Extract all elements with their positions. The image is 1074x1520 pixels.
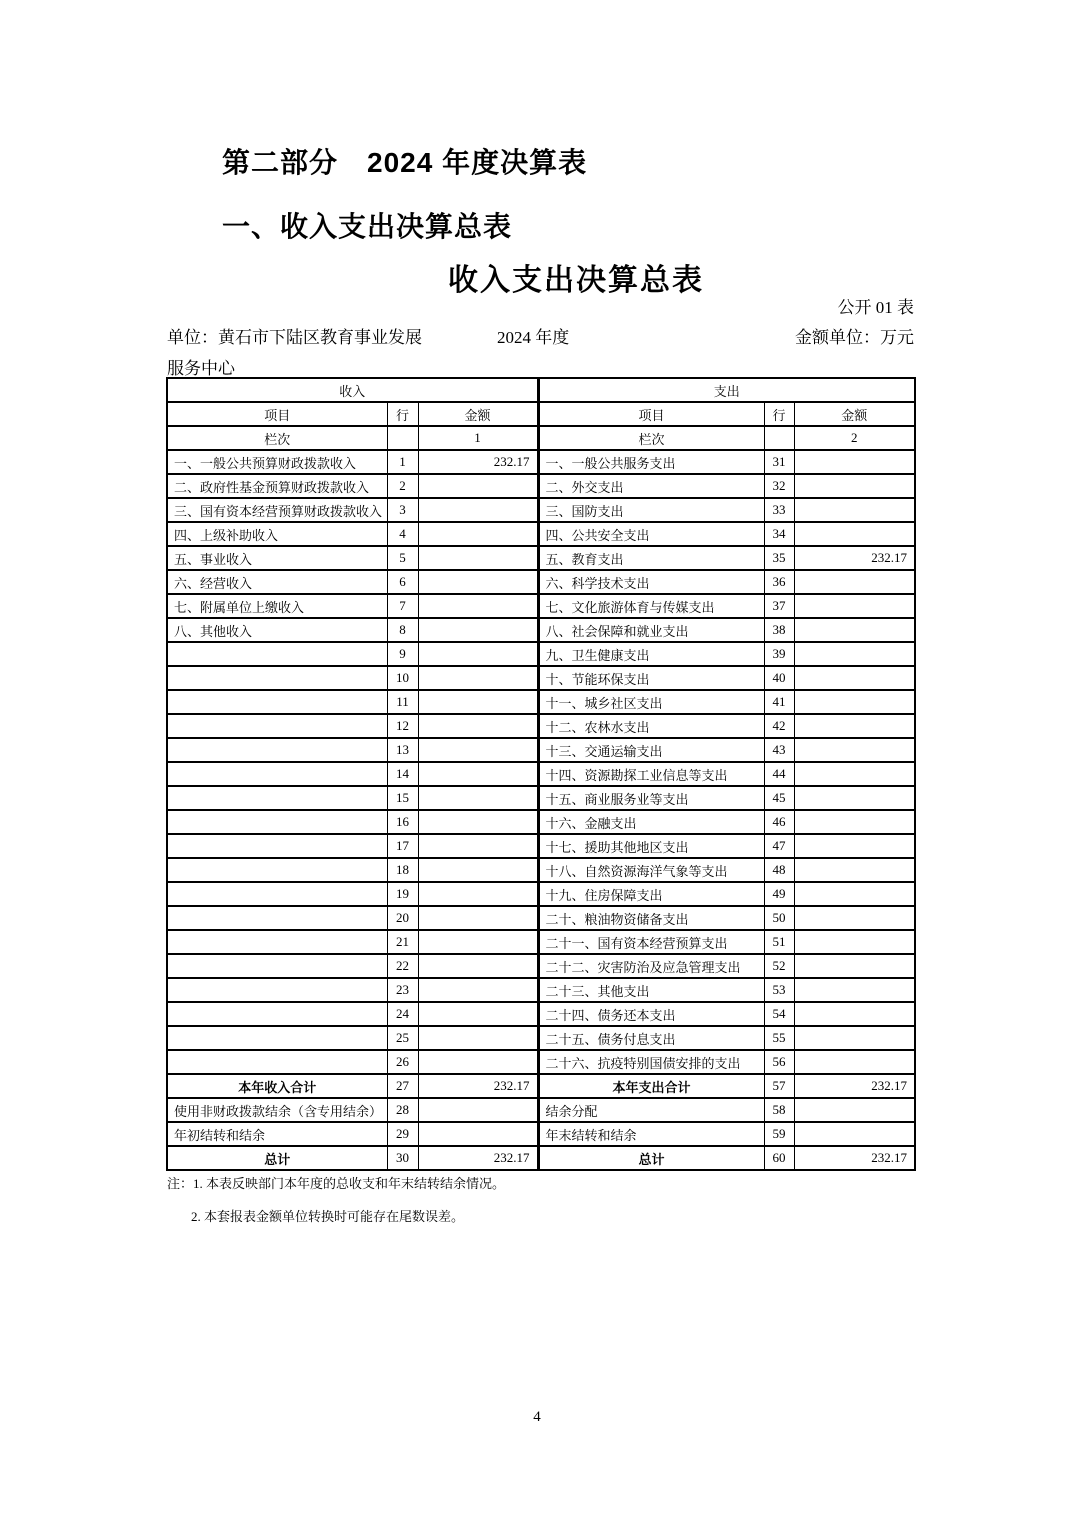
expense-item-cell: 本年支出合计 bbox=[538, 1074, 764, 1098]
income-amount-cell bbox=[418, 594, 538, 618]
expense-rownum-cell: 51 bbox=[764, 930, 794, 954]
income-item-header: 项目 bbox=[167, 402, 387, 426]
expense-amount-cell bbox=[794, 594, 915, 618]
income-rownum-cell: 7 bbox=[387, 594, 418, 618]
income-rownum-cell: 29 bbox=[387, 1122, 418, 1146]
expense-item-cell: 十四、资源勘探工业信息等支出 bbox=[538, 762, 764, 786]
income-item-cell: 总计 bbox=[167, 1146, 387, 1170]
expense-item-header: 项目 bbox=[538, 402, 764, 426]
income-rownum-cell: 27 bbox=[387, 1074, 418, 1098]
expense-item-cell: 五、教育支出 bbox=[538, 546, 764, 570]
expense-item-cell: 结余分配 bbox=[538, 1098, 764, 1122]
income-rownum-cell: 10 bbox=[387, 666, 418, 690]
table-row bbox=[167, 762, 915, 786]
income-rownum-cell: 12 bbox=[387, 714, 418, 738]
expense-amount-cell bbox=[794, 738, 915, 762]
income-rownum-cell: 24 bbox=[387, 1002, 418, 1026]
income-item-cell: 三、国有资本经营预算财政拨款收入 bbox=[167, 498, 387, 522]
note-2: 2. 本套报表金额单位转换时可能存在尾数误差。 bbox=[191, 1209, 465, 1224]
table-row bbox=[167, 474, 915, 498]
expense-rownum-cell: 39 bbox=[764, 642, 794, 666]
expense-amount-cell bbox=[794, 978, 915, 1002]
expense-amount-header: 金额 bbox=[794, 402, 915, 426]
income-item-cell bbox=[167, 858, 387, 882]
expense-rownum-cell: 52 bbox=[764, 954, 794, 978]
expense-rownum-cell: 41 bbox=[764, 690, 794, 714]
income-rownum-cell: 8 bbox=[387, 618, 418, 642]
income-rownum-cell: 19 bbox=[387, 882, 418, 906]
income-item-cell: 六、经营收入 bbox=[167, 570, 387, 594]
income-rownum-cell: 2 bbox=[387, 474, 418, 498]
table-code-label: 公开 01 表 bbox=[837, 298, 914, 317]
expense-item-cell: 十二、农林水支出 bbox=[538, 714, 764, 738]
income-amount-cell bbox=[418, 954, 538, 978]
year-label: 2024 年度 bbox=[497, 328, 570, 347]
expense-item-cell: 十八、自然资源海洋气象等支出 bbox=[538, 858, 764, 882]
expense-rownum-cell: 60 bbox=[764, 1146, 794, 1170]
table-row bbox=[167, 594, 915, 618]
table-row bbox=[167, 738, 915, 762]
income-rownum-cell: 26 bbox=[387, 1050, 418, 1074]
income-amount-header: 金额 bbox=[418, 402, 538, 426]
expense-rownum-cell: 45 bbox=[764, 786, 794, 810]
expense-item-cell: 二十六、抗疫特别国债安排的支出 bbox=[538, 1050, 764, 1074]
table-row bbox=[167, 450, 915, 474]
page-number: 4 bbox=[533, 1409, 541, 1425]
income-rownum-cell: 22 bbox=[387, 954, 418, 978]
expense-rownum-cell: 36 bbox=[764, 570, 794, 594]
expense-item-cell: 九、卫生健康支出 bbox=[538, 642, 764, 666]
income-rownum-cell: 4 bbox=[387, 522, 418, 546]
expense-amount-cell bbox=[794, 762, 915, 786]
income-rownum-cell: 11 bbox=[387, 690, 418, 714]
income-rownum-cell: 30 bbox=[387, 1146, 418, 1170]
expense-amount-cell bbox=[794, 930, 915, 954]
income-amount-cell bbox=[418, 930, 538, 954]
table-row bbox=[167, 954, 915, 978]
expense-amount-cell bbox=[794, 1026, 915, 1050]
income-item-cell bbox=[167, 906, 387, 930]
income-expense-table bbox=[166, 377, 916, 1171]
expense-amount-cell: 232.17 bbox=[794, 546, 915, 570]
income-rownum-cell: 15 bbox=[387, 786, 418, 810]
income-item-cell bbox=[167, 930, 387, 954]
income-amount-cell bbox=[418, 1098, 538, 1122]
expense-amount-cell: 232.17 bbox=[794, 1074, 915, 1098]
income-amount-cell bbox=[418, 810, 538, 834]
income-amount-cell bbox=[418, 618, 538, 642]
income-rownum-cell: 1 bbox=[387, 450, 418, 474]
income-amount-cell bbox=[418, 666, 538, 690]
table-row bbox=[167, 1122, 915, 1146]
expense-amount-cell bbox=[794, 642, 915, 666]
income-column-index: 1 bbox=[418, 426, 538, 450]
income-item-cell bbox=[167, 690, 387, 714]
expense-rownum-cell: 59 bbox=[764, 1122, 794, 1146]
income-amount-cell bbox=[418, 786, 538, 810]
table-row bbox=[167, 882, 915, 906]
expense-rownum-cell: 46 bbox=[764, 810, 794, 834]
expense-item-cell: 十三、交通运输支出 bbox=[538, 738, 764, 762]
income-rownum-cell: 25 bbox=[387, 1026, 418, 1050]
expense-index-blank-cell bbox=[764, 426, 794, 450]
table-row bbox=[167, 666, 915, 690]
table-row bbox=[167, 1146, 915, 1170]
expense-amount-cell bbox=[794, 474, 915, 498]
income-item-cell: 二、政府性基金预算财政拨款收入 bbox=[167, 474, 387, 498]
expense-amount-cell bbox=[794, 498, 915, 522]
expense-column-index: 2 bbox=[794, 426, 915, 450]
expense-rownum-cell: 34 bbox=[764, 522, 794, 546]
income-amount-cell bbox=[418, 1002, 538, 1026]
income-item-cell bbox=[167, 810, 387, 834]
income-item-cell bbox=[167, 762, 387, 786]
expense-rownum-cell: 48 bbox=[764, 858, 794, 882]
expense-rownum-cell: 57 bbox=[764, 1074, 794, 1098]
expense-amount-cell bbox=[794, 1050, 915, 1074]
income-item-cell: 年初结转和结余 bbox=[167, 1122, 387, 1146]
expense-item-cell: 二、外交支出 bbox=[538, 474, 764, 498]
income-amount-cell bbox=[418, 882, 538, 906]
expense-amount-cell bbox=[794, 1122, 915, 1146]
table-title: 收入支出决算总表 bbox=[448, 264, 704, 297]
expense-rownum-header: 行 bbox=[764, 402, 794, 426]
income-item-cell: 四、上级补助收入 bbox=[167, 522, 387, 546]
expense-rownum-cell: 42 bbox=[764, 714, 794, 738]
table-row bbox=[167, 1074, 915, 1098]
section-title: 一、收入支出决算总表 bbox=[222, 211, 513, 242]
table-row bbox=[167, 906, 915, 930]
income-amount-cell bbox=[418, 858, 538, 882]
expense-item-cell: 十九、住房保障支出 bbox=[538, 882, 764, 906]
income-item-cell: 八、其他收入 bbox=[167, 618, 387, 642]
table-row bbox=[167, 570, 915, 594]
expense-item-cell: 十七、援助其他地区支出 bbox=[538, 834, 764, 858]
income-item-cell bbox=[167, 1002, 387, 1026]
expense-item-cell: 一、一般公共服务支出 bbox=[538, 450, 764, 474]
income-item-cell: 本年收入合计 bbox=[167, 1074, 387, 1098]
income-amount-cell bbox=[418, 1050, 538, 1074]
expense-rownum-cell: 33 bbox=[764, 498, 794, 522]
income-rownum-cell: 17 bbox=[387, 834, 418, 858]
expense-amount-cell bbox=[794, 450, 915, 474]
expense-rownum-cell: 35 bbox=[764, 546, 794, 570]
expense-section-header: 支出 bbox=[538, 378, 915, 402]
expense-amount-cell bbox=[794, 714, 915, 738]
income-item-cell: 一、一般公共预算财政拨款收入 bbox=[167, 450, 387, 474]
unit-label bbox=[167, 322, 497, 384]
expense-item-cell: 二十一、国有资本经营预算支出 bbox=[538, 930, 764, 954]
expense-item-cell: 二十五、债务付息支出 bbox=[538, 1026, 764, 1050]
expense-rownum-cell: 47 bbox=[764, 834, 794, 858]
expense-item-cell: 二十二、灾害防治及应急管理支出 bbox=[538, 954, 764, 978]
income-amount-cell bbox=[418, 906, 538, 930]
income-item-cell bbox=[167, 786, 387, 810]
table-row bbox=[167, 522, 915, 546]
income-amount-cell bbox=[418, 1026, 538, 1050]
income-index-blank-cell bbox=[387, 426, 418, 450]
income-amount-cell bbox=[418, 834, 538, 858]
income-rownum-cell: 20 bbox=[387, 906, 418, 930]
income-amount-cell bbox=[418, 714, 538, 738]
income-amount-cell bbox=[418, 690, 538, 714]
expense-item-cell: 十六、金融支出 bbox=[538, 810, 764, 834]
income-amount-cell: 232.17 bbox=[418, 450, 538, 474]
expense-item-cell: 六、科学技术支出 bbox=[538, 570, 764, 594]
income-amount-cell bbox=[418, 762, 538, 786]
income-rownum-cell: 3 bbox=[387, 498, 418, 522]
table-row bbox=[167, 1050, 915, 1074]
expense-rownum-cell: 55 bbox=[764, 1026, 794, 1050]
unit-label-line1: 单位：黄石市下陆区教育事业发展 bbox=[167, 328, 422, 347]
income-amount-cell bbox=[418, 498, 538, 522]
expense-rownum-cell: 32 bbox=[764, 474, 794, 498]
income-item-cell bbox=[167, 1026, 387, 1050]
table-row bbox=[167, 810, 915, 834]
income-amount-cell: 232.17 bbox=[418, 1146, 538, 1170]
income-amount-cell bbox=[418, 642, 538, 666]
income-rownum-header: 行 bbox=[387, 402, 418, 426]
expense-item-cell: 四、公共安全支出 bbox=[538, 522, 764, 546]
expense-rownum-cell: 31 bbox=[764, 450, 794, 474]
expense-amount-cell bbox=[794, 690, 915, 714]
unit-label-line2: 服务中心 bbox=[167, 359, 235, 378]
table-header-row-columns bbox=[167, 402, 915, 426]
income-amount-cell bbox=[418, 474, 538, 498]
income-amount-cell: 232.17 bbox=[418, 1074, 538, 1098]
expense-amount-cell: 232.17 bbox=[794, 1146, 915, 1170]
table-body bbox=[167, 450, 915, 1170]
expense-amount-cell bbox=[794, 786, 915, 810]
expense-rownum-cell: 43 bbox=[764, 738, 794, 762]
expense-item-cell: 三、国防支出 bbox=[538, 498, 764, 522]
income-section-header: 收入 bbox=[167, 378, 538, 402]
expense-amount-cell bbox=[794, 570, 915, 594]
income-rownum-cell: 5 bbox=[387, 546, 418, 570]
income-rownum-cell: 18 bbox=[387, 858, 418, 882]
expense-amount-cell bbox=[794, 1002, 915, 1026]
income-amount-cell bbox=[418, 546, 538, 570]
income-rownum-cell: 9 bbox=[387, 642, 418, 666]
income-item-cell bbox=[167, 666, 387, 690]
table-notes bbox=[167, 1176, 505, 1225]
income-rownum-cell: 14 bbox=[387, 762, 418, 786]
expense-rownum-cell: 44 bbox=[764, 762, 794, 786]
expense-item-cell: 二十、粮油物资储备支出 bbox=[538, 906, 764, 930]
expense-item-cell: 七、文化旅游体育与传媒支出 bbox=[538, 594, 764, 618]
table-row bbox=[167, 1098, 915, 1122]
income-item-cell: 使用非财政拨款结余（含专用结余） bbox=[167, 1098, 387, 1122]
income-item-cell bbox=[167, 954, 387, 978]
expense-amount-cell bbox=[794, 858, 915, 882]
table-row bbox=[167, 714, 915, 738]
expense-amount-cell bbox=[794, 666, 915, 690]
income-rownum-cell: 23 bbox=[387, 978, 418, 1002]
expense-rownum-cell: 54 bbox=[764, 1002, 794, 1026]
income-item-cell bbox=[167, 834, 387, 858]
expense-item-cell: 年末结转和结余 bbox=[538, 1122, 764, 1146]
table-row bbox=[167, 642, 915, 666]
expense-amount-cell bbox=[794, 1098, 915, 1122]
expense-rownum-cell: 40 bbox=[764, 666, 794, 690]
table-row bbox=[167, 786, 915, 810]
expense-amount-cell bbox=[794, 834, 915, 858]
expense-rownum-cell: 56 bbox=[764, 1050, 794, 1074]
expense-item-cell: 总计 bbox=[538, 1146, 764, 1170]
table-row bbox=[167, 858, 915, 882]
income-item-cell: 五、事业收入 bbox=[167, 546, 387, 570]
income-rownum-cell: 21 bbox=[387, 930, 418, 954]
expense-rownum-cell: 37 bbox=[764, 594, 794, 618]
expense-item-cell: 二十三、其他支出 bbox=[538, 978, 764, 1002]
expense-rownum-cell: 53 bbox=[764, 978, 794, 1002]
expense-item-cell: 十一、城乡社区支出 bbox=[538, 690, 764, 714]
income-item-cell bbox=[167, 978, 387, 1002]
table-row bbox=[167, 930, 915, 954]
expense-rownum-cell: 50 bbox=[764, 906, 794, 930]
income-amount-cell bbox=[418, 738, 538, 762]
expense-amount-cell bbox=[794, 522, 915, 546]
expense-item-cell: 十、节能环保支出 bbox=[538, 666, 764, 690]
income-item-cell bbox=[167, 1050, 387, 1074]
income-amount-cell bbox=[418, 570, 538, 594]
table-header-row-sections bbox=[167, 378, 915, 402]
amount-unit-label: 金额单位：万元 bbox=[795, 328, 914, 347]
table-header-row-index bbox=[167, 426, 915, 450]
table-row bbox=[167, 1002, 915, 1026]
note-1: 注：1. 本表反映部门本年度的总收支和年末结转结余情况。 bbox=[167, 1176, 506, 1191]
expense-column-index-label: 栏次 bbox=[538, 426, 764, 450]
table-row bbox=[167, 690, 915, 714]
expense-amount-cell bbox=[794, 906, 915, 930]
income-item-cell bbox=[167, 738, 387, 762]
expense-rownum-cell: 58 bbox=[764, 1098, 794, 1122]
table-row bbox=[167, 834, 915, 858]
income-item-cell: 七、附属单位上缴收入 bbox=[167, 594, 387, 618]
income-item-cell bbox=[167, 642, 387, 666]
table-row bbox=[167, 978, 915, 1002]
income-rownum-cell: 16 bbox=[387, 810, 418, 834]
expense-rownum-cell: 38 bbox=[764, 618, 794, 642]
expense-amount-cell bbox=[794, 618, 915, 642]
income-item-cell bbox=[167, 714, 387, 738]
income-rownum-cell: 13 bbox=[387, 738, 418, 762]
income-item-cell bbox=[167, 882, 387, 906]
income-amount-cell bbox=[418, 978, 538, 1002]
expense-item-cell: 八、社会保障和就业支出 bbox=[538, 618, 764, 642]
income-amount-cell bbox=[418, 1122, 538, 1146]
expense-item-cell: 十五、商业服务业等支出 bbox=[538, 786, 764, 810]
expense-amount-cell bbox=[794, 810, 915, 834]
table-row bbox=[167, 498, 915, 522]
income-amount-cell bbox=[418, 522, 538, 546]
expense-amount-cell bbox=[794, 882, 915, 906]
expense-rownum-cell: 49 bbox=[764, 882, 794, 906]
table-row bbox=[167, 618, 915, 642]
part-title: 第二部分 2024 年度决算表 bbox=[222, 147, 588, 178]
table-row bbox=[167, 1026, 915, 1050]
table-row bbox=[167, 546, 915, 570]
income-column-index-label: 栏次 bbox=[167, 426, 387, 450]
expense-amount-cell bbox=[794, 954, 915, 978]
income-rownum-cell: 28 bbox=[387, 1098, 418, 1122]
income-rownum-cell: 6 bbox=[387, 570, 418, 594]
expense-item-cell: 二十四、债务还本支出 bbox=[538, 1002, 764, 1026]
